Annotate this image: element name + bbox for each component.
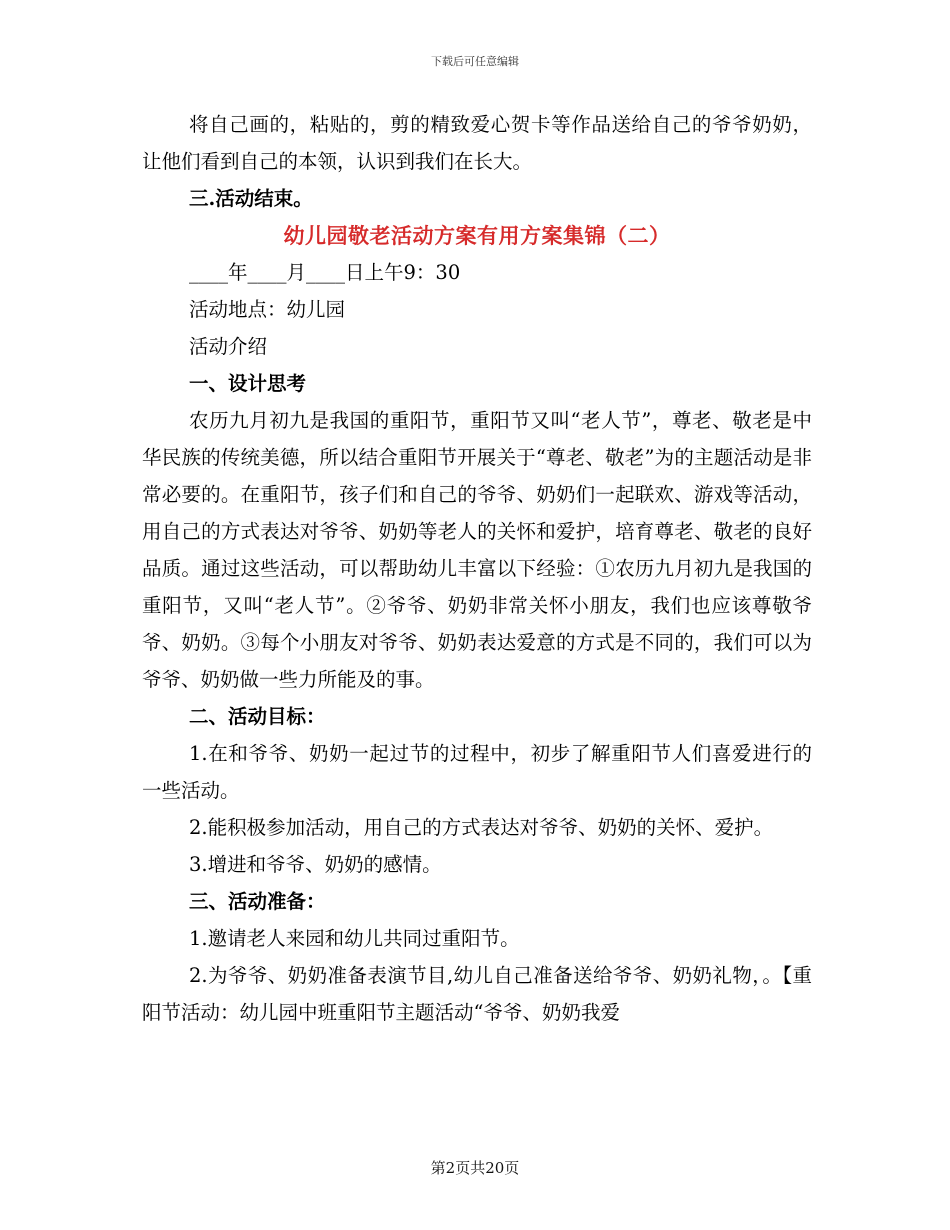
document-body	[142, 106, 812, 1031]
heading-activity-goals: 二、活动目标：	[189, 705, 326, 728]
document-title: 幼儿园敬老活动方案有用方案集锦（二）	[283, 223, 671, 248]
activity-place: 活动地点：幼儿园	[189, 298, 346, 321]
heading-activity-end: 三.活动结束。	[189, 187, 313, 210]
page-header: 下载后可任意编辑	[431, 55, 519, 68]
preparation-item-1: 1.邀请老人来园和幼儿共同过重阳节。	[189, 927, 520, 950]
heading-activity-preparation: 三、活动准备：	[189, 890, 326, 913]
heading-design-thinking: 一、设计思考	[189, 372, 307, 395]
goal-item-2: 2.能积极参加活动，用自己的方式表达对爷爷、奶奶的关怀、爱护。	[189, 816, 774, 839]
activity-date: ____年____月____日上午9：30	[189, 261, 461, 284]
paragraph-gift-cards: 将自己画的，粘贴的，剪的精致爱心贺卡等作品送给自己的爷爷奶奶，让他们看到自己的本领，认识到我们在长大。	[142, 113, 812, 173]
activity-intro-label: 活动介绍	[189, 335, 268, 358]
preparation-item-2: 2.为爷爷、奶奶准备表演节目,幼儿自己准备送给爷爷、奶奶礼物，。【重阳节活动：幼儿园中班重阳节主题活动“爷爷、奶奶我爱	[142, 964, 812, 1024]
goal-item-1: 1.在和爷爷、奶奶一起过节的过程中，初步了解重阳节人们喜爱进行的一些活动。	[142, 742, 812, 802]
page-footer: 第2页共20页	[430, 1159, 520, 1177]
goal-item-3: 3.增进和爷爷、奶奶的感情。	[189, 853, 442, 876]
paragraph-design-thinking: 农历九月初九是我国的重阳节，重阳节又叫“老人节”，尊老、敬老是中华民族的传统美德，所以结合重阳节开展关于“尊老、敬老”为的主题活动是非常必要的。在重阳节，孩子们和自己的爷爷、奶奶们一起联欢、游戏等活动，用自己的方式表达对爷爷、奶奶等老人的关怀和爱护，培育尊老、敬老的良好品质。通过这些活动，可以帮助幼儿丰富以下经验：①农历九月初九是我国的重阳节，又叫“老人节”。②爷爷、奶奶非常关怀小朋友，我们也应该尊敬爷爷、奶奶。③每个小朋友对爷爷、奶奶表达爱意的方式是不同的，我们可以为爷爷、奶奶做一些力所能及的事。	[142, 409, 812, 691]
